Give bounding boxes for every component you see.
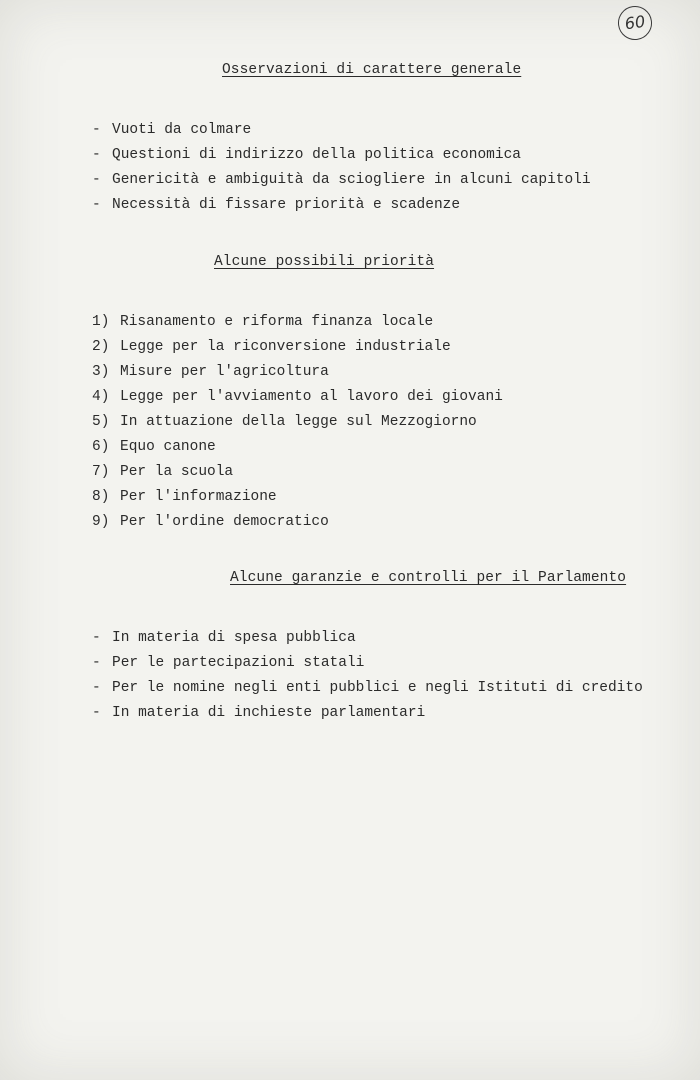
list-item [92, 335, 503, 360]
list-item [92, 193, 591, 218]
list-item-text: Questioni di indirizzo della politica economica [112, 147, 521, 163]
list-item [92, 118, 591, 143]
bullet-dash: - [92, 680, 101, 696]
list-item-text: Misure per l'agricoltura [120, 364, 329, 380]
parliament-guarantees-list [92, 626, 643, 726]
list-item [92, 435, 503, 460]
list-item [92, 143, 591, 168]
item-number: 3) [92, 364, 110, 380]
list-item-text: Risanamento e riforma finanza locale [120, 314, 434, 330]
bullet-dash: - [92, 630, 101, 646]
list-item-text: Legge per la riconversione industriale [120, 339, 451, 355]
general-observations-list [92, 118, 591, 218]
item-number: 5) [92, 414, 110, 430]
bullet-dash: - [92, 655, 101, 671]
priorities-list [92, 310, 503, 535]
section-heading-general-observations: Osservazioni di carattere generale [222, 62, 522, 78]
list-item-text: In materia di inchieste parlamentari [112, 705, 426, 721]
section-heading-parliament-guarantees: Alcune garanzie e controlli per il Parlamento [230, 570, 627, 586]
list-item-text: Per l'ordine democratico [120, 514, 329, 530]
list-item [92, 626, 643, 651]
list-item-text: Per l'informazione [120, 489, 277, 505]
list-item-text: Per la scuola [120, 464, 234, 480]
list-item-text: Per le nomine negli enti pubblici e negli Istituti di credito [112, 680, 643, 696]
bullet-dash: - [92, 147, 101, 163]
handwritten-page-number: 60 [616, 4, 654, 42]
bullet-dash: - [92, 172, 101, 188]
list-item [92, 485, 503, 510]
item-number: 2) [92, 339, 110, 355]
bullet-dash: - [92, 122, 101, 138]
list-item [92, 168, 591, 193]
section-heading-priorities: Alcune possibili priorità [214, 254, 435, 270]
bullet-dash: - [92, 197, 101, 213]
item-number: 7) [92, 464, 110, 480]
list-item-text: In attuazione della legge sul Mezzogiorno [120, 414, 477, 430]
list-item [92, 360, 503, 385]
list-item [92, 701, 643, 726]
list-item-text: Per le partecipazioni statali [112, 655, 365, 671]
list-item [92, 410, 503, 435]
list-item [92, 676, 643, 701]
item-number: 4) [92, 389, 110, 405]
list-item [92, 510, 503, 535]
list-item [92, 651, 643, 676]
list-item [92, 385, 503, 410]
item-number: 8) [92, 489, 110, 505]
list-item-text: Genericità e ambiguità da sciogliere in alcuni capitoli [112, 172, 591, 188]
bullet-dash: - [92, 705, 101, 721]
item-number: 1) [92, 314, 110, 330]
list-item [92, 460, 503, 485]
list-item [92, 310, 503, 335]
list-item-text: Equo canone [120, 439, 216, 455]
list-item-text: In materia di spesa pubblica [112, 630, 356, 646]
list-item-text: Legge per l'avviamento al lavoro dei giovani [120, 389, 503, 405]
list-item-text: Necessità di fissare priorità e scadenze [112, 197, 461, 213]
list-item-text: Vuoti da colmare [112, 122, 252, 138]
item-number: 6) [92, 439, 110, 455]
item-number: 9) [92, 514, 110, 530]
